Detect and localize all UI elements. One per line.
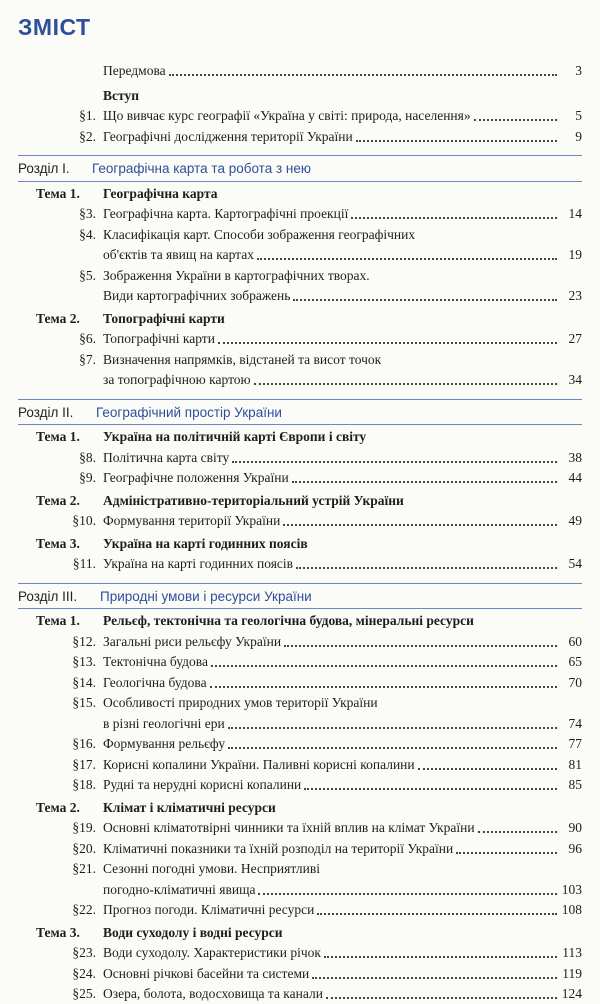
page-number: 49	[568, 513, 582, 528]
topic-label: Тема 3.	[36, 535, 80, 551]
leader-dots	[284, 632, 557, 647]
entry-text: Геологічна будова	[103, 674, 207, 690]
section-rule	[18, 399, 582, 400]
section-title[interactable]: Природні умови і ресурси України	[100, 588, 312, 604]
entry-line	[103, 984, 582, 1004]
entry-line	[103, 106, 582, 126]
entry-text: Формування рельєфу	[103, 736, 226, 751]
topic-label: Тема 1.	[36, 613, 80, 628]
topic-title[interactable]: Географічна карта	[103, 185, 218, 201]
leader-dots	[254, 370, 557, 385]
entry-text: Політична карта світу	[103, 449, 230, 465]
entry-number: §14.	[72, 674, 96, 690]
entry-text: Тектонічна будова	[103, 654, 208, 669]
entry-text: в різні геологічні ери	[103, 715, 225, 731]
page-title: ЗМІСТ	[18, 14, 91, 40]
entry-line	[103, 468, 582, 488]
entry-text: Географічне положення України	[103, 470, 289, 485]
topic-title[interactable]: Рельєф, тектонічна та геологічна будова, мінеральні ресурси	[103, 613, 474, 628]
leader-dots	[293, 286, 557, 301]
topic-label: Тема 2.	[36, 310, 80, 326]
leader-dots	[478, 818, 557, 833]
leader-dots	[211, 652, 557, 667]
section-label: Розділ І.	[18, 161, 70, 176]
leader-dots	[218, 329, 557, 344]
page-number: 54	[568, 556, 582, 571]
entry-text: Визначення напрямків, відстаней та висот точок	[103, 351, 382, 367]
page-number: 38	[568, 449, 582, 465]
entry-number: §9.	[79, 470, 96, 485]
entry-number: §5.	[79, 267, 96, 283]
entry-number: §7.	[79, 351, 96, 367]
topic-label: Тема 1.	[36, 429, 80, 444]
entry-line	[103, 943, 582, 963]
entry-text: Сезонні погодні умови. Несприятливі	[103, 861, 321, 876]
page-number: 74	[568, 715, 582, 731]
leader-dots	[296, 554, 557, 569]
topic-title[interactable]: Адміністративно-територіальний устрій України	[103, 492, 404, 508]
page-number: 96	[568, 840, 582, 856]
page-number: 9	[575, 128, 582, 144]
page-number: 3	[575, 63, 582, 78]
topic-title[interactable]: Клімат і кліматичні ресурси	[103, 799, 276, 815]
topic-title[interactable]: Україна на карті годинних поясів	[103, 535, 308, 551]
entry-line	[103, 448, 582, 468]
leader-dots	[228, 734, 557, 749]
entry-text: Географічні дослідження території України	[103, 128, 353, 144]
leader-dots	[257, 245, 557, 260]
entry-line	[103, 818, 582, 838]
entry-number: §21.	[72, 861, 96, 876]
entry-number: §8.	[79, 449, 96, 465]
leader-dots	[232, 448, 557, 463]
page-number: 5	[575, 108, 582, 123]
entry-number: §12.	[72, 633, 96, 649]
page-number: 44	[568, 470, 582, 485]
entry-text: об'єктів та явищ на картах	[103, 247, 254, 262]
section-title[interactable]: Географічний простір України	[96, 404, 282, 420]
entry-line	[103, 204, 582, 224]
leader-dots	[283, 511, 557, 526]
entry-line	[103, 61, 582, 81]
entry-line	[103, 511, 582, 531]
entry-line	[103, 900, 582, 920]
intro-heading: Вступ	[103, 87, 139, 103]
entry-text: за топографічною картою	[103, 372, 251, 387]
entry-number: §20.	[72, 840, 96, 856]
leader-dots	[326, 984, 557, 999]
entry-text: Води суходолу. Характеристики річок	[103, 945, 321, 960]
page-number: 65	[568, 654, 582, 669]
section-rule	[18, 608, 582, 609]
page-number: 14	[568, 206, 582, 221]
entry-text: Загальні риси рельєфу України	[103, 633, 282, 649]
entry-line	[103, 127, 582, 147]
page-number: 60	[568, 633, 582, 649]
leader-dots	[324, 943, 557, 958]
entry-text: Передмова	[103, 63, 166, 78]
page-number: 124	[561, 986, 582, 1001]
section-rule	[18, 424, 582, 425]
page-number: 27	[568, 331, 582, 346]
entry-line	[103, 880, 582, 900]
leader-dots	[474, 106, 557, 121]
leader-dots	[304, 775, 557, 790]
topic-label: Тема 1.	[36, 185, 80, 201]
entry-line	[103, 329, 582, 349]
section-label: Розділ ІІ.	[18, 404, 74, 420]
page-number: 81	[568, 756, 582, 772]
page-number: 23	[568, 288, 582, 303]
entry-number: §17.	[72, 756, 96, 772]
section-title[interactable]: Географічна карта та робота з нею	[92, 161, 311, 176]
entry-line	[103, 734, 582, 754]
entry-text: Що вивчає курс географії «Україна у світі: природа, населення»	[103, 108, 471, 123]
entry-line	[103, 693, 582, 713]
page-number: 119	[562, 965, 582, 981]
entry-number: §2.	[79, 128, 96, 144]
leader-dots	[317, 900, 557, 915]
leader-dots	[292, 468, 557, 483]
entry-text: Озера, болота, водосховища та канали	[103, 986, 323, 1001]
entry-line	[103, 286, 582, 306]
page-number: 19	[568, 247, 582, 262]
entry-number: §16.	[72, 736, 96, 751]
entry-text: Зображення України в картографічних творах.	[103, 267, 370, 283]
section-rule	[18, 155, 582, 156]
entry-number: §15.	[72, 695, 96, 710]
entry-line	[103, 370, 582, 390]
topic-label: Тема 3.	[36, 924, 80, 940]
topic-title[interactable]: Топографічні карти	[103, 310, 225, 326]
topic-title[interactable]: Води суходолу і водні ресурси	[103, 924, 283, 940]
entry-line	[103, 225, 582, 245]
section-rule	[18, 181, 582, 182]
entry-text: Корисні копалини України. Паливні корисні копалини	[103, 756, 415, 772]
page-number: 90	[568, 820, 582, 835]
leader-dots	[351, 204, 557, 219]
section-rule	[18, 583, 582, 584]
entry-line	[103, 839, 582, 859]
entry-text: Основні кліматотвірні чинники та їхній вплив на клімат України	[103, 820, 475, 835]
entry-text: Україна на карті годинних поясів	[103, 556, 294, 571]
entry-text: Класифікація карт. Способи зображення географічних	[103, 226, 416, 242]
topic-label: Тема 2.	[36, 799, 80, 815]
entry-number: §19.	[72, 820, 96, 835]
entry-line	[103, 632, 582, 652]
entry-text: Географічна карта. Картографічні проекції	[103, 206, 349, 221]
leader-dots	[356, 127, 557, 142]
entry-line	[103, 964, 582, 984]
entry-number: §3.	[79, 206, 96, 221]
entry-number: §18.	[72, 777, 96, 792]
page-number: 77	[568, 736, 582, 751]
entry-line	[103, 266, 582, 286]
entry-number: §11.	[72, 556, 96, 571]
page-number: 70	[568, 674, 582, 690]
entry-text: Топографічні карти	[103, 331, 215, 346]
entry-text: Основні річкові басейни та системи	[103, 965, 310, 981]
entry-number: §1.	[79, 108, 96, 123]
entry-number: §6.	[79, 331, 96, 346]
page-number: 113	[562, 945, 582, 960]
entry-line	[103, 350, 582, 370]
page-number: 108	[561, 902, 582, 917]
entry-line	[103, 755, 582, 775]
entry-number: §10.	[72, 513, 96, 528]
entry-number: §4.	[79, 226, 96, 242]
entry-number: §24.	[72, 965, 96, 981]
entry-number: §22.	[72, 902, 96, 917]
section-label: Розділ ІІІ.	[18, 588, 78, 604]
topic-label: Тема 2.	[36, 492, 80, 508]
entry-line	[103, 673, 582, 693]
entry-text: погодно-кліматичні явища	[103, 881, 256, 897]
entry-text: Формування території України	[103, 513, 281, 528]
entry-text: Рудні та нерудні корисні копалини	[103, 777, 302, 792]
entry-line	[103, 652, 582, 672]
leader-dots	[228, 714, 557, 729]
page-number: 34	[568, 372, 582, 387]
entry-text: Види картографічних зображень	[103, 288, 291, 303]
leader-dots	[456, 839, 557, 854]
entry-number: §13.	[72, 654, 96, 669]
page-number: 85	[568, 777, 582, 792]
entry-text: Кліматичні показники та їхній розподіл на території України	[103, 840, 454, 856]
entry-number: §23.	[72, 945, 96, 960]
entry-line	[103, 245, 582, 265]
entry-line	[103, 859, 582, 879]
entry-line	[103, 775, 582, 795]
leader-dots	[169, 61, 557, 76]
leader-dots	[312, 964, 557, 979]
page-number: 103	[561, 881, 582, 897]
entry-text: Особливості природних умов території України	[103, 695, 378, 710]
leader-dots	[258, 880, 557, 895]
leader-dots	[210, 673, 557, 688]
entry-line	[103, 554, 582, 574]
entry-number: §25.	[72, 986, 96, 1001]
leader-dots	[418, 755, 557, 770]
entry-text: Прогноз погоди. Кліматичні ресурси	[103, 902, 315, 917]
topic-title[interactable]: Україна на політичній карті Європи і світу	[103, 429, 367, 444]
entry-line	[103, 714, 582, 734]
